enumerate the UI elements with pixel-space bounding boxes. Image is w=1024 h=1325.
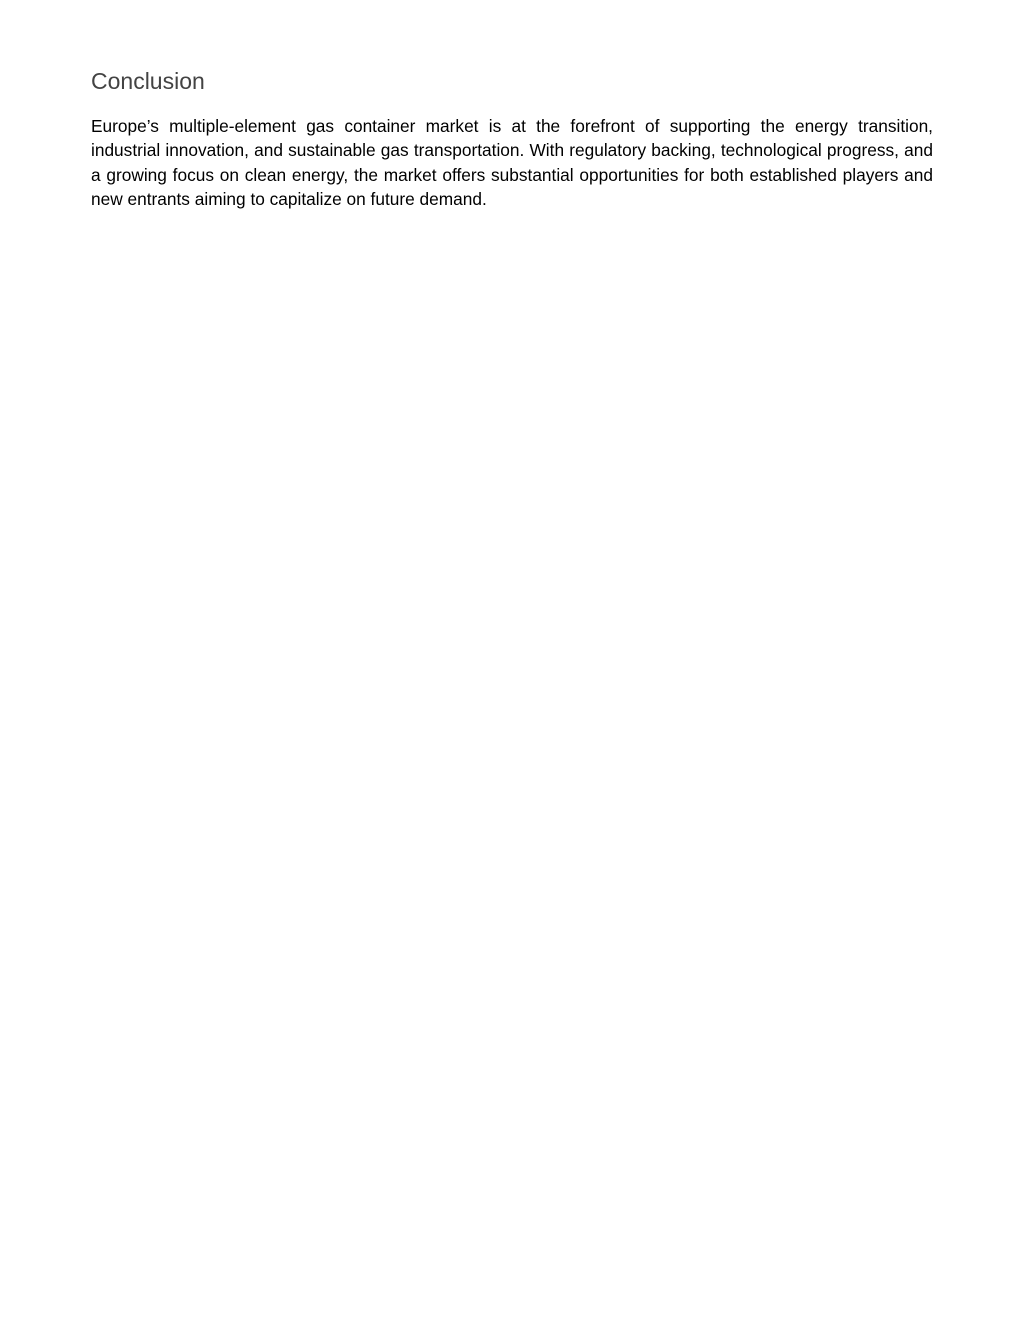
- document-content: [91, 64, 933, 211]
- section-heading: Conclusion: [91, 68, 205, 94]
- body-paragraph: Europe’s multiple-element gas container market is at the forefront of supporting the energy transition, industrial innovation, and sustainable gas transportation. With regulatory backing, technological progress, and a growing focus on clean energy, the market offers substantial opportunities for both established players and new entrants aiming to capitalize on future demand.: [91, 116, 933, 209]
